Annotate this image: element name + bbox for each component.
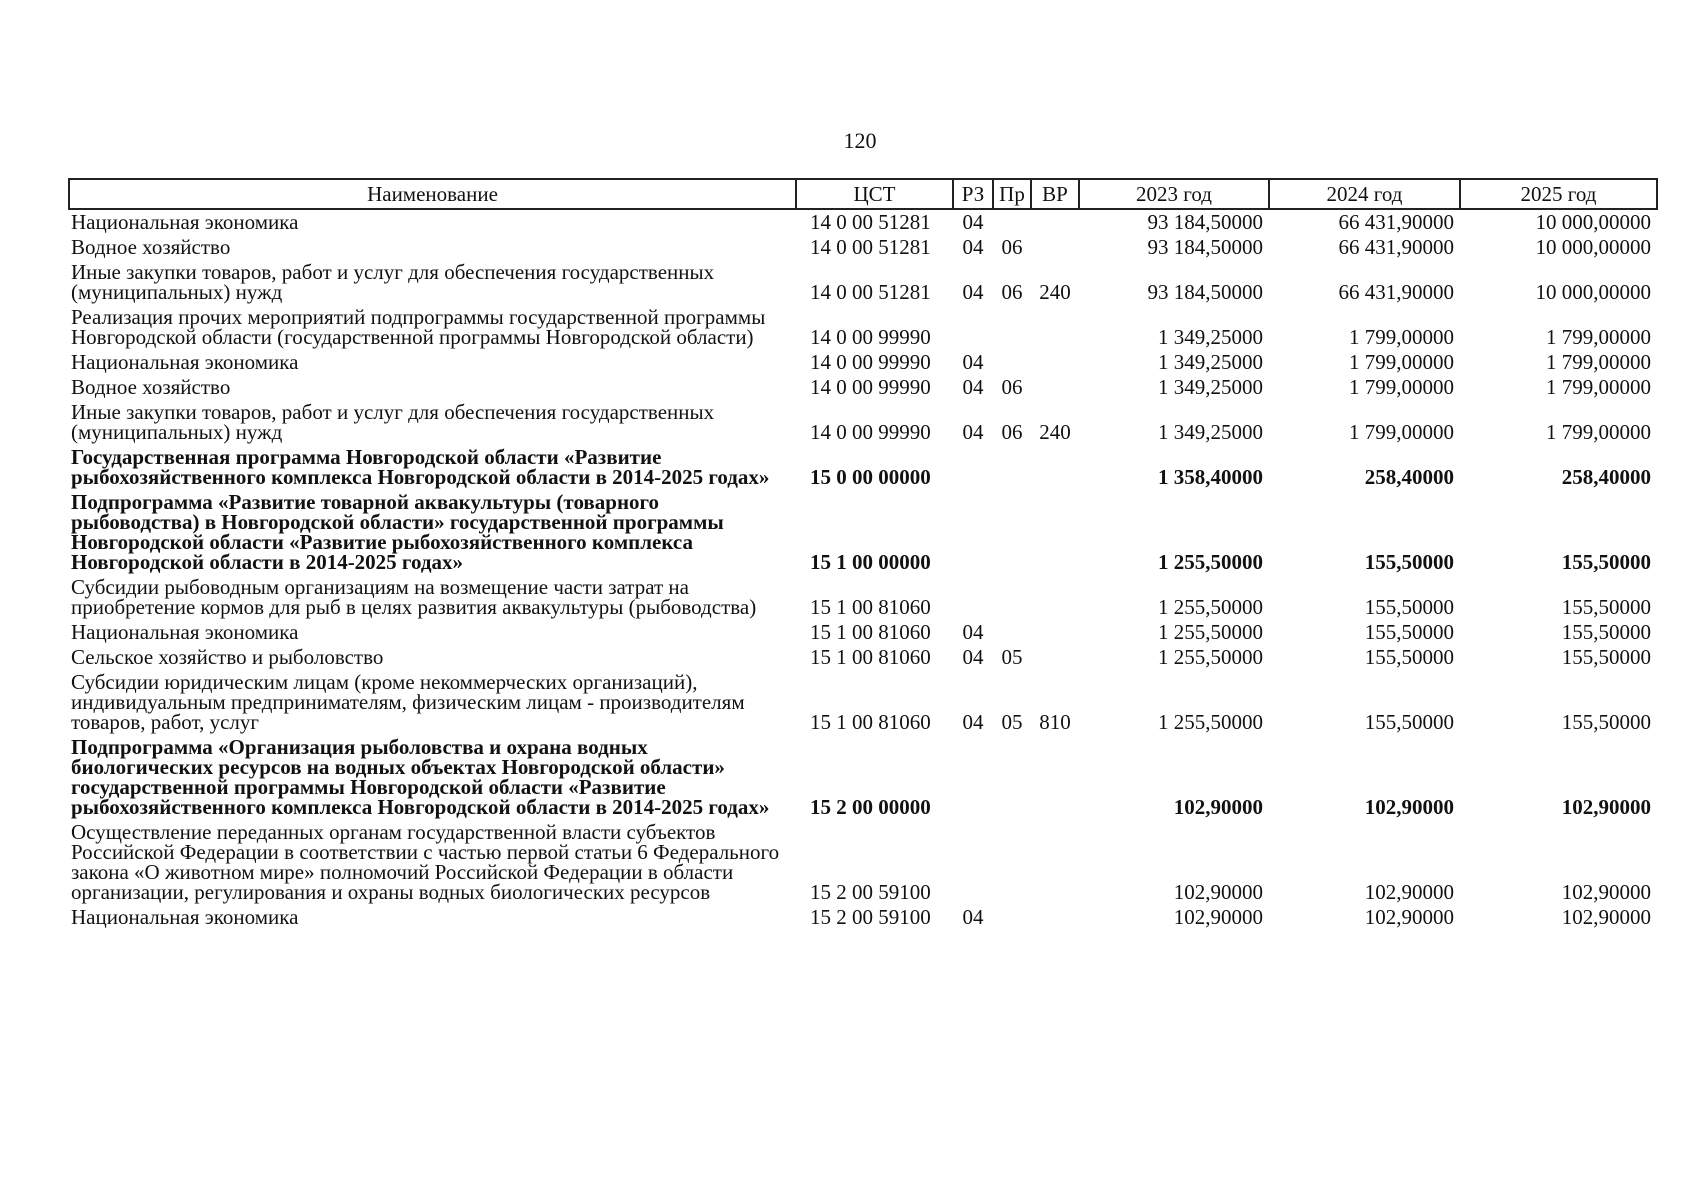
cell-name: Водное хозяйство bbox=[71, 375, 231, 399]
budget-table bbox=[68, 178, 1658, 930]
cell-name: Государственная программа Новгородской области «Развитие рыбохозяйственного комплекса Новгородской области в 2014-2025 годах» bbox=[71, 445, 770, 489]
cell-2023: 102,90000 bbox=[1173, 880, 1263, 904]
cell-cst: 14 0 00 51281 bbox=[810, 280, 931, 304]
cell-rz: 04 bbox=[962, 235, 984, 259]
cell-2023: 102,90000 bbox=[1173, 795, 1263, 819]
cell-vr bbox=[1031, 905, 1079, 930]
table-row bbox=[69, 209, 1657, 235]
cell-rz: 04 bbox=[962, 645, 984, 669]
cell-cst: 15 1 00 81060 bbox=[810, 620, 931, 644]
header-pr: Пр bbox=[993, 179, 1031, 209]
cell-rz: 04 bbox=[962, 710, 984, 734]
cell-2024: 66 431,90000 bbox=[1338, 235, 1454, 259]
table-row bbox=[69, 620, 1657, 645]
cell-name: Подпрограмма «Организация рыболовства и охрана водных биологических ресурсов на водных объектах Новгородской области» государственной программы Новгородской области «Развитие рыбохозяйственного комплекса Новгородской области в 2014-2025 годах» bbox=[71, 735, 770, 819]
cell-pr bbox=[993, 735, 1031, 820]
cell-2025: 102,90000 bbox=[1561, 795, 1651, 819]
cell-vr bbox=[1031, 820, 1079, 905]
cell-pr bbox=[993, 575, 1031, 620]
cell-name: Субсидии юридическим лицам (кроме некоммерческих организаций), индивидуальным предпринимателям, физическим лицам - производителям товаров, работ, услуг bbox=[71, 670, 745, 734]
cell-rz: 04 bbox=[962, 375, 984, 399]
cell-pr bbox=[993, 905, 1031, 930]
cell-2025: 155,50000 bbox=[1561, 620, 1651, 644]
cell-vr bbox=[1031, 305, 1079, 350]
cell-rz: 04 bbox=[962, 420, 984, 444]
table-body bbox=[69, 209, 1657, 930]
cell-2023: 1 358,40000 bbox=[1158, 465, 1263, 489]
cell-pr bbox=[993, 209, 1031, 235]
cell-2024: 1 799,00000 bbox=[1349, 375, 1454, 399]
cell-vr bbox=[1031, 375, 1079, 400]
cell-rz bbox=[953, 305, 993, 350]
cell-cst: 15 1 00 81060 bbox=[810, 710, 931, 734]
table-row bbox=[69, 400, 1657, 445]
cell-pr: 05 bbox=[1001, 710, 1023, 734]
table-row bbox=[69, 575, 1657, 620]
cell-rz bbox=[953, 445, 993, 490]
cell-2025: 155,50000 bbox=[1561, 595, 1651, 619]
cell-name: Национальная экономика bbox=[71, 210, 299, 234]
table-row bbox=[69, 260, 1657, 305]
cell-2024: 155,50000 bbox=[1364, 595, 1454, 619]
cell-2023: 93 184,50000 bbox=[1147, 235, 1263, 259]
cell-vr bbox=[1031, 575, 1079, 620]
cell-cst: 15 2 00 59100 bbox=[810, 905, 931, 929]
table-row bbox=[69, 235, 1657, 260]
cell-pr: 06 bbox=[1001, 235, 1023, 259]
cell-name: Национальная экономика bbox=[71, 905, 299, 929]
cell-rz: 04 bbox=[962, 620, 984, 644]
cell-2024: 66 431,90000 bbox=[1338, 210, 1454, 234]
header-2025: 2025 год bbox=[1460, 179, 1657, 209]
cell-cst: 14 0 00 99990 bbox=[810, 350, 931, 374]
cell-pr: 06 bbox=[1001, 375, 1023, 399]
cell-2023: 1 255,50000 bbox=[1158, 645, 1263, 669]
cell-2024: 155,50000 bbox=[1364, 550, 1454, 574]
cell-rz bbox=[953, 575, 993, 620]
table-row bbox=[69, 645, 1657, 670]
cell-2024: 1 799,00000 bbox=[1349, 350, 1454, 374]
cell-2025: 155,50000 bbox=[1561, 645, 1651, 669]
cell-cst: 15 2 00 00000 bbox=[810, 795, 931, 819]
cell-vr bbox=[1031, 445, 1079, 490]
cell-pr: 06 bbox=[1001, 280, 1023, 304]
cell-rz bbox=[953, 490, 993, 575]
cell-pr: 05 bbox=[1001, 645, 1023, 669]
cell-vr bbox=[1031, 490, 1079, 575]
header-rz: РЗ bbox=[953, 179, 993, 209]
cell-2023: 102,90000 bbox=[1173, 905, 1263, 929]
cell-cst: 14 0 00 99990 bbox=[810, 325, 931, 349]
cell-rz bbox=[953, 735, 993, 820]
page-number: 120 bbox=[843, 128, 877, 153]
cell-2023: 93 184,50000 bbox=[1147, 210, 1263, 234]
cell-vr: 240 bbox=[1039, 420, 1071, 444]
cell-name: Сельское хозяйство и рыболовство bbox=[71, 645, 384, 669]
cell-2025: 155,50000 bbox=[1561, 550, 1651, 574]
cell-pr bbox=[993, 620, 1031, 645]
table-header-row bbox=[69, 179, 1657, 209]
cell-2024: 1 799,00000 bbox=[1349, 420, 1454, 444]
cell-cst: 15 2 00 59100 bbox=[810, 880, 931, 904]
table-row bbox=[69, 905, 1657, 930]
cell-2023: 1 349,25000 bbox=[1158, 325, 1263, 349]
cell-cst: 15 0 00 00000 bbox=[810, 465, 931, 489]
cell-cst: 14 0 00 99990 bbox=[810, 375, 931, 399]
cell-vr bbox=[1031, 735, 1079, 820]
cell-pr bbox=[993, 445, 1031, 490]
cell-vr bbox=[1031, 645, 1079, 670]
cell-cst: 15 1 00 00000 bbox=[810, 550, 931, 574]
cell-2023: 1 255,50000 bbox=[1158, 550, 1263, 574]
cell-2025: 1 799,00000 bbox=[1546, 375, 1651, 399]
cell-2024: 258,40000 bbox=[1364, 465, 1454, 489]
cell-2024: 155,50000 bbox=[1364, 645, 1454, 669]
table-row bbox=[69, 820, 1657, 905]
cell-2025: 10 000,00000 bbox=[1535, 235, 1651, 259]
cell-name: Подпрограмма «Развитие товарной аквакультуры (товарного рыбоводства) в Новгородской области» государственной программы Новгородской области «Развитие рыбохозяйственного комплекса Новгородской области в 2014-2025 годах» bbox=[71, 490, 724, 574]
header-2023: 2023 год bbox=[1079, 179, 1269, 209]
cell-vr bbox=[1031, 235, 1079, 260]
cell-2024: 102,90000 bbox=[1364, 880, 1454, 904]
cell-2025: 102,90000 bbox=[1561, 905, 1651, 929]
cell-cst: 14 0 00 51281 bbox=[810, 235, 931, 259]
cell-cst: 15 1 00 81060 bbox=[810, 645, 931, 669]
header-vr: ВР bbox=[1031, 179, 1079, 209]
table-row bbox=[69, 735, 1657, 820]
cell-2023: 1 255,50000 bbox=[1158, 710, 1263, 734]
cell-rz: 04 bbox=[962, 350, 984, 374]
cell-rz bbox=[953, 820, 993, 905]
table-row bbox=[69, 350, 1657, 375]
cell-pr bbox=[993, 490, 1031, 575]
cell-cst: 15 1 00 81060 bbox=[810, 595, 931, 619]
cell-rz: 04 bbox=[962, 280, 984, 304]
cell-rz: 04 bbox=[962, 210, 984, 234]
cell-cst: 14 0 00 51281 bbox=[810, 210, 931, 234]
cell-vr bbox=[1031, 209, 1079, 235]
cell-vr bbox=[1031, 620, 1079, 645]
cell-2025: 258,40000 bbox=[1561, 465, 1651, 489]
cell-2024: 155,50000 bbox=[1364, 620, 1454, 644]
table-row bbox=[69, 670, 1657, 735]
cell-2024: 102,90000 bbox=[1364, 905, 1454, 929]
cell-2025: 155,50000 bbox=[1561, 710, 1651, 734]
cell-2023: 1 255,50000 bbox=[1158, 620, 1263, 644]
cell-2024: 66 431,90000 bbox=[1338, 280, 1454, 304]
cell-name: Реализация прочих мероприятий подпрограммы государственной программы Новгородской области (государственной программы Новгородской области) bbox=[71, 305, 766, 349]
cell-2023: 1 349,25000 bbox=[1158, 420, 1263, 444]
cell-vr bbox=[1031, 350, 1079, 375]
cell-cst: 14 0 00 99990 bbox=[810, 420, 931, 444]
cell-pr: 06 bbox=[1001, 420, 1023, 444]
cell-pr bbox=[993, 350, 1031, 375]
cell-vr: 240 bbox=[1039, 280, 1071, 304]
cell-2024: 1 799,00000 bbox=[1349, 325, 1454, 349]
cell-vr: 810 bbox=[1039, 710, 1071, 734]
header-cst: ЦСТ bbox=[796, 179, 953, 209]
table-row bbox=[69, 305, 1657, 350]
table-row bbox=[69, 375, 1657, 400]
cell-2025: 10 000,00000 bbox=[1535, 210, 1651, 234]
cell-2024: 102,90000 bbox=[1364, 795, 1454, 819]
table-row bbox=[69, 490, 1657, 575]
cell-name: Водное хозяйство bbox=[71, 235, 231, 259]
cell-pr bbox=[993, 820, 1031, 905]
cell-pr bbox=[993, 305, 1031, 350]
cell-name: Субсидии рыбоводным организациям на возмещение части затрат на приобретение кормов для рыб в целях развития аквакультуры (рыбоводства) bbox=[71, 575, 757, 619]
cell-2025: 1 799,00000 bbox=[1546, 325, 1651, 349]
cell-rz: 04 bbox=[962, 905, 984, 929]
cell-2024: 155,50000 bbox=[1364, 710, 1454, 734]
header-2024: 2024 год bbox=[1269, 179, 1460, 209]
cell-2025: 10 000,00000 bbox=[1535, 280, 1651, 304]
cell-name: Национальная экономика bbox=[71, 620, 299, 644]
cell-2023: 1 349,25000 bbox=[1158, 350, 1263, 374]
cell-name: Иные закупки товаров, работ и услуг для обеспечения государственных (муниципальных) нужд bbox=[71, 260, 715, 304]
cell-name: Иные закупки товаров, работ и услуг для обеспечения государственных (муниципальных) нужд bbox=[71, 400, 715, 444]
cell-2025: 1 799,00000 bbox=[1546, 350, 1651, 374]
cell-2025: 102,90000 bbox=[1561, 880, 1651, 904]
cell-2023: 1 255,50000 bbox=[1158, 595, 1263, 619]
cell-2023: 1 349,25000 bbox=[1158, 375, 1263, 399]
cell-2025: 1 799,00000 bbox=[1546, 420, 1651, 444]
table-row bbox=[69, 445, 1657, 490]
cell-name: Национальная экономика bbox=[71, 350, 299, 374]
cell-2023: 93 184,50000 bbox=[1147, 280, 1263, 304]
header-name: Наименование bbox=[69, 179, 796, 209]
cell-name: Осуществление переданных органам государственной власти субъектов Российской Федерации в соответствии с частью первой статьи 6 Федерального закона «О животном мире» полномочий Российской Федерации в области организации, регулирования и охраны водных биологических ресурсов bbox=[71, 820, 780, 904]
